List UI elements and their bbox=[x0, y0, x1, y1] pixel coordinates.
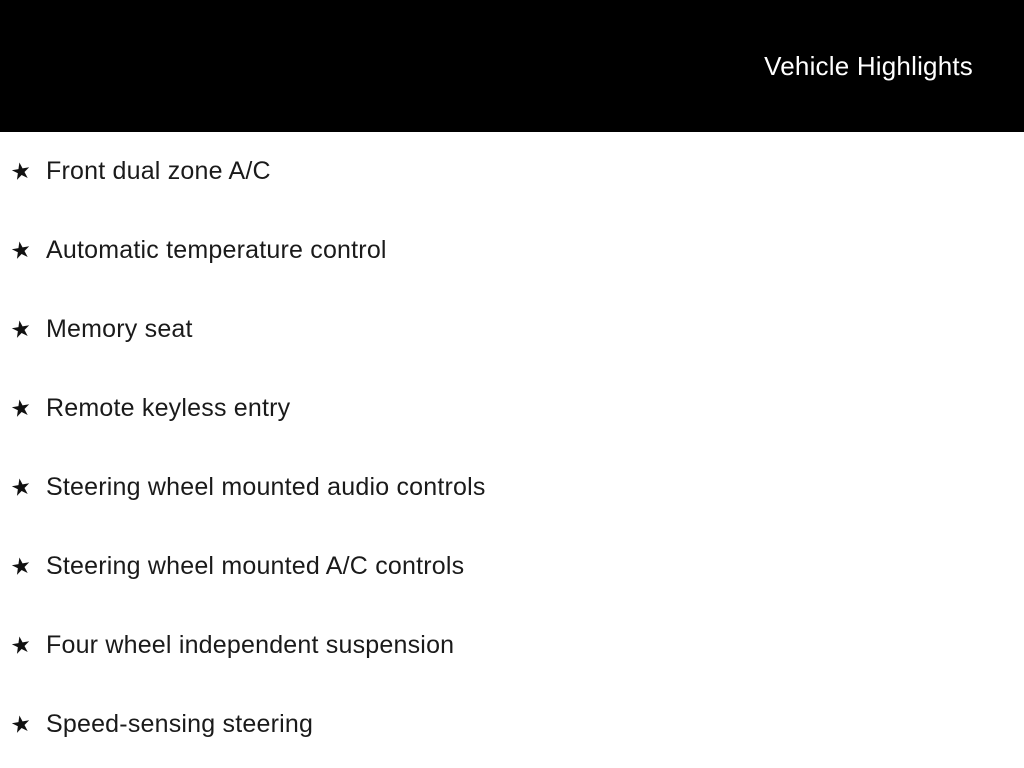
star-icon: ★ bbox=[8, 393, 34, 423]
star-icon: ★ bbox=[8, 156, 34, 186]
feature-label: Steering wheel mounted audio controls bbox=[46, 473, 486, 501]
star-icon: ★ bbox=[8, 551, 34, 581]
header-bar bbox=[0, 0, 1024, 132]
list-item bbox=[10, 132, 1024, 211]
feature-label: Memory seat bbox=[46, 315, 193, 343]
list-item bbox=[10, 685, 1024, 764]
feature-label: Steering wheel mounted A/C controls bbox=[46, 552, 465, 580]
star-icon: ★ bbox=[8, 314, 34, 344]
feature-label: Four wheel independent suspension bbox=[46, 631, 455, 659]
vehicle-highlights-list bbox=[0, 132, 1024, 764]
list-item bbox=[10, 448, 1024, 527]
list-item bbox=[10, 211, 1024, 290]
star-icon: ★ bbox=[8, 472, 34, 502]
list-item bbox=[10, 527, 1024, 606]
star-icon: ★ bbox=[8, 630, 34, 660]
feature-label: Remote keyless entry bbox=[46, 394, 291, 422]
feature-label: Automatic temperature control bbox=[46, 236, 387, 264]
list-item bbox=[10, 606, 1024, 685]
star-icon: ★ bbox=[8, 235, 34, 265]
feature-label: Speed-sensing steering bbox=[46, 710, 314, 738]
list-item bbox=[10, 369, 1024, 448]
list-item bbox=[10, 290, 1024, 369]
star-icon: ★ bbox=[8, 709, 34, 739]
feature-label: Front dual zone A/C bbox=[46, 157, 271, 185]
page-title: Vehicle Highlights bbox=[764, 50, 973, 81]
